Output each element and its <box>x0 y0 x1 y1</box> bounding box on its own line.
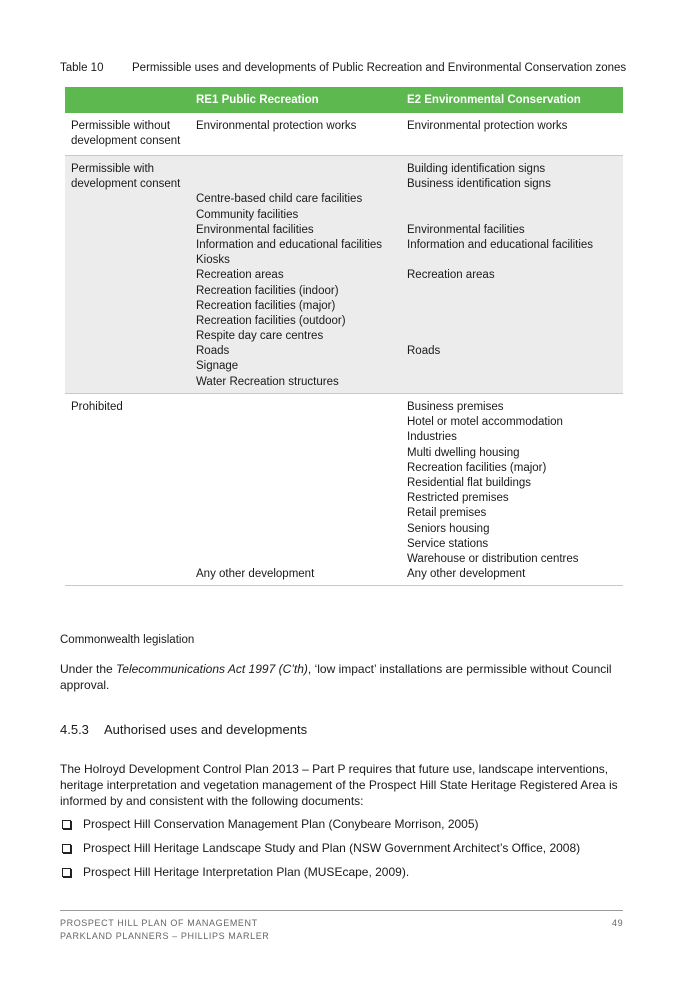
table-title: Permissible uses and developments of Public Recreation and Environmental Conservation zones <box>132 62 627 74</box>
header-re1: RE1 Public Recreation <box>196 94 319 106</box>
row-label <box>71 400 123 415</box>
para-line: heritage interpretation and vegetation management of the Prospect Hill State Heritage Registered Area is <box>60 778 618 792</box>
cell-line: Service stations <box>407 537 489 550</box>
commonwealth-paragraph <box>60 661 630 693</box>
cell-line <box>407 253 593 268</box>
cell-line: Water Recreation structures <box>196 375 339 388</box>
cell-line: Retail premises <box>407 507 487 520</box>
cell-line <box>196 522 314 537</box>
cell-line <box>196 506 314 521</box>
cell-line <box>196 415 314 430</box>
cell-line: Any other development <box>407 568 526 581</box>
list-item <box>62 841 580 855</box>
cell-line <box>196 430 314 445</box>
checkbox-bullet-icon <box>62 868 71 877</box>
cell-line: Permissible without <box>71 120 171 132</box>
section-paragraph <box>60 761 618 809</box>
zones-table <box>65 87 623 586</box>
cell-line <box>407 284 593 299</box>
para-line: The Holroyd Development Control Plan 2013 – Part P requires that future use, landscape interventions, <box>60 762 609 776</box>
cell-line: Seniors housing <box>407 522 490 535</box>
header-e2: E2 Environmental Conservation <box>407 94 581 106</box>
cell-line <box>407 299 593 314</box>
cell-line: Warehouse or distribution centres <box>407 552 579 565</box>
row-label <box>71 119 180 149</box>
table-row <box>65 113 623 155</box>
cell-line <box>196 537 314 552</box>
list-item <box>62 865 409 879</box>
cell-line: Recreation facilities (indoor) <box>196 284 339 297</box>
table-header-row <box>65 87 623 113</box>
cell-line <box>196 476 314 491</box>
bullet-text: Prospect Hill Conservation Management Plan (Conybeare Morrison, 2005) <box>83 817 479 831</box>
cell-line: Permissible with <box>71 163 155 175</box>
para-text-post: , ‘low impact’ installations are permissible without Council <box>307 662 612 676</box>
act-name: Telecommunications Act 1997 (C’th) <box>116 662 308 676</box>
cell-line: Building identification signs <box>407 163 546 175</box>
footer-divider <box>60 910 623 911</box>
cell-line: Recreation facilities (major) <box>407 461 547 474</box>
re1-cell <box>196 162 382 390</box>
cell-line <box>407 329 593 344</box>
section-heading <box>60 722 307 737</box>
cell-line: Community facilities <box>196 208 299 221</box>
cell-line: Centre-based child care facilities <box>196 193 363 206</box>
table-row <box>65 155 623 393</box>
cell-line: Environmental facilities <box>196 223 314 236</box>
cell-line: Residential flat buildings <box>407 476 532 489</box>
cell-line <box>407 375 593 390</box>
cell-line: Business premises <box>407 401 504 413</box>
row-label <box>71 162 180 192</box>
cell-line <box>407 314 593 329</box>
bullet-text: Prospect Hill Heritage Interpretation Plan (MUSEcape, 2009). <box>83 865 410 879</box>
footer-authors: PARKLAND PLANNERS – PHILLIPS MARLER <box>60 931 270 941</box>
cell-line <box>196 177 382 192</box>
cell-line: Multi dwelling housing <box>407 446 520 459</box>
list-item <box>62 817 479 831</box>
cell-line <box>196 446 314 461</box>
cell-line: Recreation facilities (outdoor) <box>196 314 346 327</box>
cell-line: Hotel or motel accommodation <box>407 416 563 429</box>
bullet-text: Prospect Hill Heritage Landscape Study and Plan (NSW Government Architect’s Office, 2008) <box>83 841 581 855</box>
cell-line: Environmental protection works <box>407 120 568 132</box>
para-line: informed by and consistent with the following documents: <box>60 794 364 808</box>
cell-line <box>407 192 593 207</box>
footer-title: PROSPECT HILL PLAN OF MANAGEMENT <box>60 918 258 928</box>
re1-cell <box>196 119 356 134</box>
cell-line: Information and educational facilities <box>196 238 383 251</box>
cell-line: Environmental facilities <box>407 223 525 236</box>
cell-line: Roads <box>407 345 441 358</box>
cell-line: Restricted premises <box>407 492 509 505</box>
cell-line: Any other development <box>196 568 315 581</box>
para-text-pre: Under the <box>60 662 117 676</box>
table-number: Table 10 <box>60 62 104 74</box>
table-caption <box>60 62 626 74</box>
cell-line: Recreation facilities (major) <box>196 299 336 312</box>
cell-line: Recreation areas <box>196 269 284 282</box>
cell-line: Prohibited <box>71 401 123 413</box>
cell-line: Respite day care centres <box>196 330 324 343</box>
re1-cell <box>196 400 314 582</box>
cell-line: Environmental protection works <box>196 120 357 132</box>
cell-line <box>407 359 593 374</box>
cell-line <box>196 162 382 177</box>
e2-cell <box>407 119 567 134</box>
cell-line <box>196 491 314 506</box>
checkbox-bullet-icon <box>62 820 71 829</box>
cell-line: development consent <box>71 178 181 191</box>
para-text-line2: approval. <box>60 678 110 692</box>
section-number: 4.5.3 <box>60 722 89 737</box>
cell-line: Signage <box>196 360 239 373</box>
cell-line: Recreation areas <box>407 269 495 282</box>
page-number: 49 <box>612 918 624 928</box>
cell-line: Business identification signs <box>407 178 551 191</box>
cell-line <box>407 208 593 223</box>
cell-line <box>196 400 314 415</box>
cell-line: Kiosks <box>196 254 230 267</box>
commonwealth-heading: Commonwealth legislation <box>60 634 195 646</box>
cell-line <box>196 552 314 567</box>
cell-line <box>196 461 314 476</box>
cell-line: Roads <box>196 345 230 358</box>
cell-line: Industries <box>407 431 457 444</box>
e2-cell <box>407 162 593 390</box>
e2-cell <box>407 400 579 582</box>
table-row <box>65 393 623 586</box>
section-title: Authorised uses and developments <box>104 722 308 737</box>
checkbox-bullet-icon <box>62 844 71 853</box>
cell-line: Information and educational facilities <box>407 238 594 251</box>
cell-line: development consent <box>71 135 181 148</box>
